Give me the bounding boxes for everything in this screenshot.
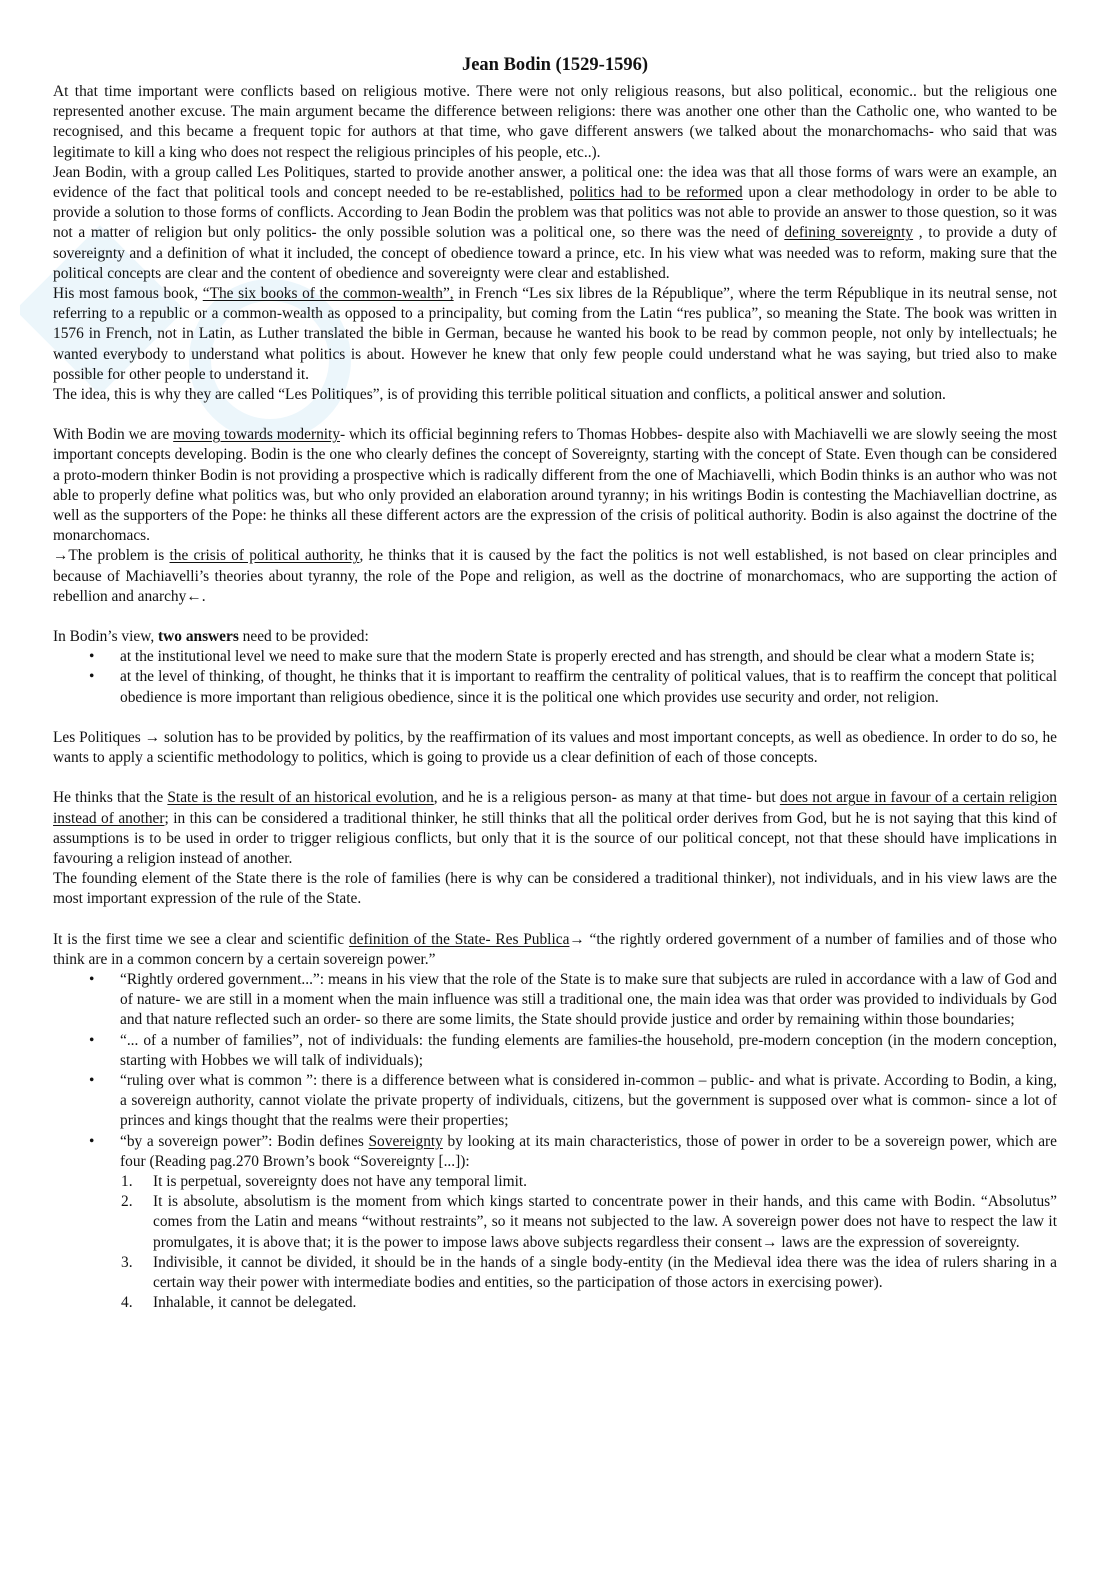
paragraph-families: The founding element of the State there is the role of families (here is why can be considered a traditional thinker), not individuals, and in his view laws are the most important expression of the rule of the State. [53, 870, 1057, 908]
paragraph-two-answers: In Bodin’s view, two answers need to be provided: [53, 628, 369, 646]
answers-list [53, 647, 1057, 708]
page-title: Jean Bodin (1529-1596) [461, 55, 649, 75]
paragraph-crisis: →The problem is the crisis of political authority, he thinks that it is caused by the fact the politics is not well established, is not based on clear principles and because of Machiavelli’s theories about tyranny, the role of the Pope and religion, as well as the doctrine of monarchomacs, who are supporting the action of rebellion and anarchy←. [53, 547, 1058, 605]
list-item: 2. It is absolute, absolutism is the moment from which kings started to concentrate power in their hands, and this came with Bodin. “Absolutus” comes from the Latin and means “without restraints”, so it means not subjected to the law. A sovereign power does not have to respect the law it promulgates, it is above that; it is the power to impose laws above subjects regardless their consent→ laws are the expression of sovereignty. [121, 1193, 1057, 1251]
underline-definition-state: definition of the State- Res Publica [348, 930, 570, 948]
paragraph-les-politiques: Jean Bodin, with a group called Les Politiques, started to provide another answer, a political one: the idea was that all those forms of wars were an example, an evidence of the fact that political tools and concept needed to be re-established, politics had to be reformed upon a clear methodology in order to be able to provide a solution to those forms of conflicts. According to Jean Bodin the problem was that politics was not able to provide an answer to those question, so it was not a matter of religion but only politics- the only possible solution was a political one, so there was the need of defining sovereignty , to provide a duty of sovereignty and a definition of what it included, the concept of obedience toward a prince, etc. In his view what was needed was to reform, making sure that the political concepts are clear and the content of obedience and sovereignty were clear and established. [53, 163, 1057, 282]
underline-politics-reformed: politics had to be reformed [569, 184, 743, 202]
list-item: • “Rightly ordered government...”: means in his view that the role of the State is to make sure that subjects are ruled in accordance with a law of God and of nature- we are still in a moment when the main influence was still a traditional one, the main idea was that order was provided to individuals by God and that nature reflected such an order- so there are some limits, the State should provide justice and order by remaining within those boundaries; [120, 970, 1057, 1031]
arrow-right-icon: → [569, 930, 585, 948]
list-item: • at the institutional level we need to make sure that the modern State is properly erected and has strength, and should be clear what a modern State is; [120, 647, 1057, 667]
paragraph-historical-evolution: He thinks that the State is the result of an historical evolution, and he is a religious person- as many at that time- but does not argue in favour of a certain religion instead of another; in this can be considered a traditional thinker, he still thinks that all the political order derives from God, but he is not saying that this kind of assumptions is to be used in order to trigger religious conflicts, but only that it is the source of our political concept, not that these should have implications in favouring a religion instead of another. [53, 789, 1057, 867]
paragraph-intro: At that time important were conflicts based on religious motive. There were not only religious reasons, but also political, economic.. but the religious one represented another excuse. The main argument became the difference between religions: there was another one other than the Catholic one, who wanted to be recognised, and this became a frequent topic for authors at that time, who gave different answers (we talked about the monarchomachs- who said that was legitimate to kill a king who does not respect the religious principles of his people, etc..). [53, 83, 1057, 161]
list-item: • “ruling over what is common ”: there is a difference between what is considered in-common – public- and what is private. According to Bodin, a king, a sovereign authority, cannot violate the private property of individuals, citizens, but the government is supposed over what is common- since a lot of princes and kings thought that the realms were their properties; [120, 1071, 1057, 1132]
list-item: • “... of a number of families”, not of individuals: the funding elements are families-the household, pre-modern conception (in the modern conception, starting with Hobbes we will talk of individuals); [120, 1031, 1057, 1071]
underline-defining-sovereignty: defining sovereignty [784, 224, 914, 242]
underline-religion: does not argue in favour of a certain religion instead of another [53, 789, 1057, 827]
list-item: • at the level of thinking, of thought, he thinks that it is important to reaffirm the centrality of political values, that is to reaffirm the concept that political obedience is more important than religious obedience, since it is the political one which provides use security and order, not religion. [120, 667, 1057, 707]
paragraph-definition: It is the first time we see a clear and scientific definition of the State- Res Publica→ “the rightly ordered government of a number of families and of those who think are in a common concern by a certain sovereign power.” [53, 930, 1057, 968]
underline-historical-evolution: State is the result of an historical evolution [167, 789, 434, 807]
paragraph-famous-book: His most famous book, “The six books of the common-wealth”, in French “Les six libres de la République”, where the term République in its neutral sense, not referring to a republic or a common-wealth as opposed to a principality, but coming from the Latin “res publica”, so meaning the State. The book was written in 1576 in French, not in Latin, as Luther translated the bible in German, because he wanted his book to be read by common people, not only by intellectuals; he wanted everybody to understand what politics is about. However he knew that only few people could understand what he was saying, but tried also to make possible for other people to understand it. [53, 285, 1058, 383]
underline-modernity: moving towards modernity [173, 426, 341, 444]
arrow-right-icon: → [53, 547, 69, 565]
document-page [53, 52, 1057, 1313]
paragraph-solution: Les Politiques → solution has to be provided by politics, by the reaffirmation of its values and most important concepts, as well as obedience. In order to do so, he wants to apply a scientific methodology to politics, which is going to provide us a clear definition of each of those concepts. [53, 728, 1057, 767]
list-item: 3. Indivisible, it cannot be divided, it should be in the hands of a single body-entity (in the Medieval idea there was the idea of rulers sharing in a certain way their power with intermediate bodies and entities, so the participation of those actors in exercising power). [121, 1253, 1057, 1291]
paragraph-modernity: With Bodin we are moving towards modernity- which its official beginning refers to Thomas Hobbes- despite also with Machiavelli we are slowly seeing the most important concepts developing. Bodin is the one who clearly defines the concept of Sovereignty, starting with the concept of State. Even though can be considered a proto-modern thinker Bodin is not providing a prospective which is radically different from the one of Machiavelli, which Bodin thinks is an author who was not able to properly define what politics was, but who only provided an elaboration around tyranny; in his writings Bodin is contesting the Machiavellian doctrine, as well as the supporters of the Pope: he thinks all these different actors are the expression of the crisis of political authority. Bodin is also against the doctrine of the monarchomacs. [53, 426, 1057, 545]
list-item: 1. It is perpetual, sovereignty does not have any temporal limit. [121, 1172, 527, 1190]
paragraph-idea: The idea, this is why they are called “Les Politiques”, is of providing this terrible political situation and conflicts, a political answer and solution. [53, 386, 946, 404]
arrow-right-icon: → [762, 1233, 778, 1251]
underline-book-title: “The six books of the common-wealth”, [202, 285, 454, 303]
arrow-right-icon: → [144, 728, 161, 746]
list-item: • “by a sovereign power”: Bodin defines Sovereignty by looking at its main characteristics, those of power in order to be a sovereign power, which are four (Reading pag.270 Brown’s book “Sovereignty [...]): 1. It is perpetual, sovereignty does not have any temporal limit. 2. It is absolute, absolutism is the moment from which kings started to concentrate power in their hands, and this came with Bodin. “Absolutus” comes from the Latin and means “without restraints”, so it means not subjected to the law. A sovereign power does not have to respect the law it promulgates, it is above that; it is the power to impose laws above subjects regardless their consent→ laws are the expression of sovereignty. 3. Indivisible, it cannot be divided, it should be in the hands of a single body-entity (in the Medieval idea there was the idea of rulers sharing in a certain way their power with intermediate bodies and entities, so the participation of those actors in exercising power). 4. Inhalable, it cannot be delegated. [120, 1132, 1057, 1314]
characteristics-list [120, 1172, 1057, 1313]
definition-list [53, 970, 1057, 1313]
underline-sovereignty: Sovereignty [368, 1132, 443, 1150]
arrow-left-icon: ←. [186, 587, 206, 605]
list-item: 4. Inhalable, it cannot be delegated. [121, 1294, 357, 1312]
underline-crisis: the crisis of political authority [169, 547, 360, 565]
